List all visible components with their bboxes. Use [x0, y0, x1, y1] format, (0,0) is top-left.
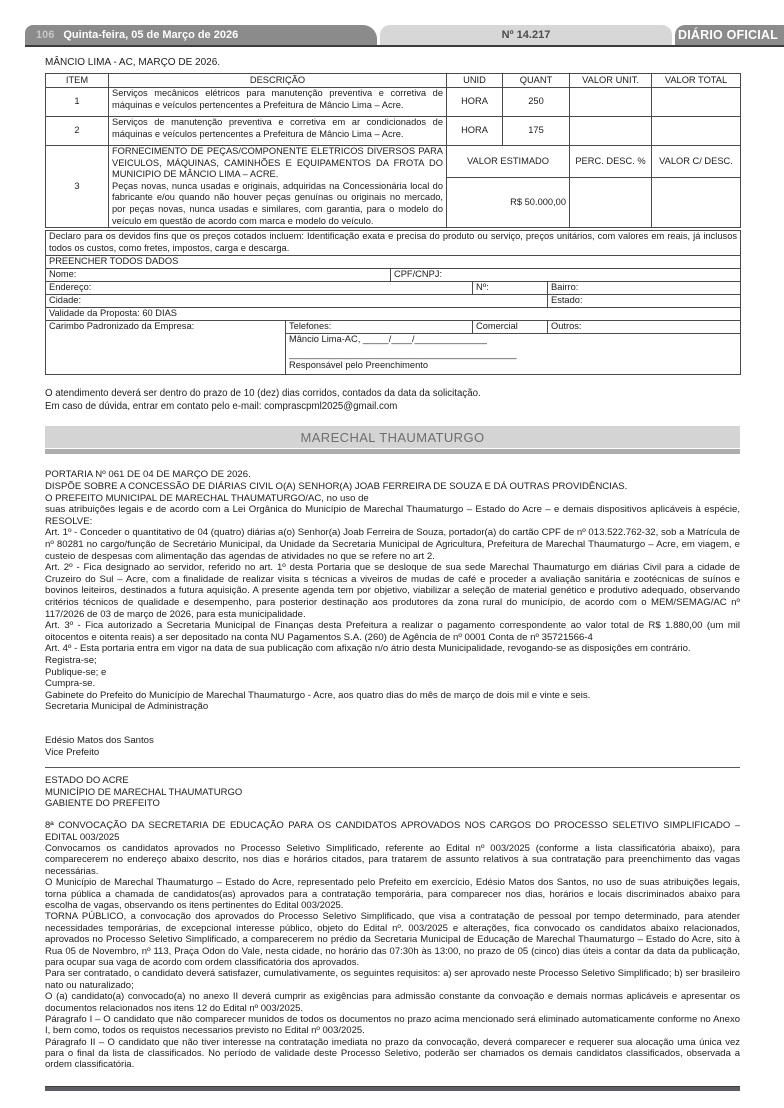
portaria-cumpra-se: Cumpra-se.	[45, 678, 96, 690]
convocacao-block	[45, 775, 740, 1071]
gazette-title: DIÁRIO OFICIAL	[677, 28, 778, 42]
table-row	[46, 146, 741, 178]
descricao-cell: Serviços de manutenção preventiva e corretiva em ar condicionados de máquinas e veículos pertencentes a Prefeitura de Mâncio Lima – Acre.	[109, 117, 447, 146]
col-header-item: ITEM	[46, 74, 109, 88]
convocacao-p2: O Município de Marechal Thaumaturgo – Estado do Acre, representado pelo Prefeito em exercício, Edésio Matos dos Santos, no uso de suas atribuições legais, torna pública a chamada de candidatos(as) aprovados para a contratação temporária, para comparecer nos dias, horários e locais discriminados abaixo para escolha de vagas, observando os itens pertinentes do Edital 003/2025.	[45, 877, 740, 912]
section-header-label: MARECHAL THAUMATURGO	[300, 429, 485, 445]
valor-unit-cell-empty	[570, 117, 652, 146]
page-content	[45, 47, 740, 1071]
descricao-title: FORNECIMENTO DE PEÇAS/COMPONENTE ELETRICOS DIVERSOS PARA VEICULOS, MÁQUINAS, CAMINHÕES E EQUIPAMENTOS DA FROTA DO MUNICIPIO DE MÂNCIO LIMA – ACRE.	[112, 146, 443, 180]
masthead-tabs	[25, 25, 784, 45]
edition-date: Quinta-feira, 05 de Março de 2026	[63, 29, 239, 41]
supplier-form-table	[45, 230, 741, 375]
masthead	[25, 25, 784, 47]
table-row	[46, 231, 741, 256]
spacer	[45, 713, 740, 735]
table-row	[46, 295, 741, 308]
convocacao-p7: Páragrafo II – O candidato que não tiver interesse na contratação imediata no prazo da convocação, deverá comparecer e requerer sua alocação uma única vez para o final da lista de classificados. No período de validade deste Processo Seletivo, poderão ser chamados os demais candidatos classificados, observada a ordem classificatória.	[45, 1036, 740, 1071]
portaria-art1: Art. 1º - Conceder o quantitativo de 04 (quatro) diárias a(o) Senhor(a) Joab Ferreira de Souza, portador(a) do cartão CPF de nº 013.522.762-32, sob a Matrícula de nº 80281 no cargo/função de Secretário Municipal, da Unidade da Secretaria Municipal de Agricultura, Prefeitura de Marechal Thaumaturgo – Acre, em viagem, e custeio de despesas com alimentação das agendas de atividades no que se refere no art 2.	[45, 527, 740, 562]
portaria-titulo: PORTARIA Nº 061 DE 04 DE MARÇO DE 2026.	[45, 469, 251, 481]
cidade-field: Cidade:	[46, 295, 548, 308]
local-data-line: Mâncio Lima-AC, _____/____/______________	[289, 334, 487, 345]
portaria-preambulo-cont: suas atribuições legais e de acordo com a Lei Orgânica do Município de Marechal Thaumaturgo – Estado do Acre – e demais dispositivos aplicáveis à espécie, RESOLVE:	[45, 504, 740, 527]
perc-desc-cell-empty	[570, 178, 652, 228]
assinatura-cell	[286, 334, 741, 375]
quant-cell: 250	[503, 88, 570, 117]
note-prazo: O atendimento deverá ser dentro do prazo de 10 (dez) dias corridos, contados da data da solicitação.	[45, 388, 481, 400]
telefones-field: Telefones:	[286, 321, 473, 334]
descricao-body: Peças novas, nunca usadas e originais, adquiridas na Concessionária local do fabricante e/ou quando não houver peças genuínas ou originais no mercado, por peças novas, nunca usadas e similares, com garantia, para o modelo do veículo em questão de acordo com marca e modelo do veículo.	[112, 180, 443, 226]
convocacao-titulo: 8ª CONVOCAÇÃO DA SECRETARIA DE EDUCAÇÃO PARA OS CANDIDATOS APROVADOS NOS CARGOS DO PROCESSO SELETIVO SIMPLIFICADO – EDITAL 003/2025	[45, 820, 740, 843]
valor-c-desc-cell-empty	[652, 178, 741, 228]
orgao-municipio: MUNICÍPIO DE MARECHAL THAUMATURGO	[45, 786, 243, 798]
preencher-cell: PREENCHER TODOS DADOS	[46, 256, 741, 269]
convocacao-p4: Para ser contratado, o candidato deverá satisfazer, cumulativamente, os seguintes requisitos: a) ser aprovado neste Processo Seletivo Simplificado; b) ser brasileiro nato ou naturalizado;	[45, 968, 740, 991]
portaria-art4: Art. 4º - Esta portaria entra em vigor na data de sua publicação com afixação n/o átrio desta Municipalidade, revogando-se as disposições em contrário.	[45, 643, 691, 655]
comercial-field: Comercial	[473, 321, 548, 334]
quote-notes	[45, 387, 740, 413]
convocacao-p3: TORNA PÚBLICO, a convocação dos aprovados do Processo Seletivo Simplificado, que visa a contratação de pessoal por tempo determinado, para atender necessidades temporárias, de excepcional interesse público, objeto do Edital nº. 003/2025 e alterações, fica convocado os candidatos abaixo relacionados, aprovados no Processo Seletivo Simplificado, a comparecerem no prédio da Secretaria Municipal de Educação de Marechal Thaumaturgo – Estado do Acre, sito à Rua 05 de Novembro, nº 113, Praça Odon do Vale, nesta cidade, no horário das 07:30h às 13:00, no prazo de 05 (cinco) dias úteis a contar da data da publicação, para ocupar sua vaga de acordo com ordem classificatória dos aprovados.	[45, 911, 740, 968]
orgao-estado: ESTADO DO ACRE	[45, 775, 129, 787]
valor-unit-cell-empty	[570, 88, 652, 117]
quote-table-header-row	[46, 74, 741, 88]
section-divider	[45, 767, 740, 768]
unid-cell: HORA	[447, 88, 503, 117]
item-cell: 2	[46, 117, 109, 146]
nome-field: Nome:	[46, 269, 391, 282]
convocacao-p5: O (a) candidato(a) convocado(a) no anexo II deverá cumprir as exigências para admissão constante da convoação e demais normas aplicáveis e apresentar os documentos relacionados nos itens 12 do Edital nº 003/2025.	[45, 991, 740, 1014]
bottom-rule	[45, 1086, 740, 1091]
section-header-bar	[45, 426, 740, 448]
declaracao-cell: Declaro para os devidos fins que os preços cotados incluem: Identificação exata e precisa do produto ou serviço, preços unitários, com valores em reais, já inclusos todos os custos, como fretes, impostos, carga e descarga.	[46, 231, 741, 256]
masthead-date-tab	[25, 25, 377, 45]
masthead-title-tab	[675, 25, 784, 45]
descricao-cell	[109, 146, 447, 228]
valor-total-cell-empty	[652, 88, 741, 117]
table-row	[46, 88, 741, 117]
section-header-underline	[45, 449, 740, 454]
endereco-field: Endereço:	[46, 282, 473, 295]
table-row	[46, 269, 741, 282]
table-row	[46, 256, 741, 269]
carimbo-field: Carimbo Padronizado da Empresa:	[46, 321, 286, 375]
unid-cell: HORA	[447, 117, 503, 146]
responsavel-label: Responsável pelo Preenchimento	[289, 360, 429, 371]
item-cell: 1	[46, 88, 109, 117]
edition-number: Nº 14.217	[501, 29, 551, 41]
estado-field: Estado:	[548, 295, 741, 308]
portaria-ementa: DISPÕE SOBRE A CONCESSÃO DE DIÁRIAS CIVIL O(A) SENHOR(A) JOAB FERREIRA DE SOUZA E DÁ OUTRAS PROVIDÊNCIAS.	[45, 481, 628, 493]
table-row	[46, 282, 741, 295]
col-header-quant: QUANT	[503, 74, 570, 88]
mancio-lima-title: MÂNCIO LIMA - AC, MARÇO DE 2026.	[45, 57, 221, 68]
numero-field: Nº:	[473, 282, 548, 295]
portaria-art3: Art. 3º - Fica autorizado a Secretaria Municipal de Finanças desta Prefeitura a realizar o pagamento correspondente ao valor total de R$ 1.880,00 (um mil oitocentos e oitenta reais) a ser depositado na conta NU Pagamentos S.A. (260) de Agência de nº 0001 Conta de nº 35721566-4	[45, 620, 740, 643]
assinatura-cargo: Vice Prefeito	[45, 746, 100, 758]
portaria-art2: Art. 2º - Fica designado ao servidor, referido no art. 1º desta Portaria que se desloque de sua sede Marechal Thaumaturgo em diárias Civil para a cidade de Cruzeiro do Sul – Acre, com a finalidade de realizar visita s técnicas a viveiros de mudas de café e proceder a avaliação sanitária e zootécnicas de suínos e bovinos leiteiros, destinados a futura aquisição. A presente agenda tem por objetivo, viabilizar a seleção de material genético e produtivo adequado, observando critérios técnicos de qualidade e desempenho, para posterior destinação aos produtores da zona rural do município, de acordo com o MEM/SEMAG/AC nº 117/2026 de 03 de março de 2026, para esta municipalidade.	[45, 562, 740, 620]
section-header-marechal-thaumaturgo	[45, 426, 740, 454]
quote-table	[45, 73, 741, 228]
portaria-preambulo: O PREFEITO MUNICIPAL DE MARECHAL THAUMATURGO/AC, no uso de	[45, 492, 369, 504]
col-header-valor-unit: VALOR UNIT.	[570, 74, 652, 88]
col-header-unid: UNID	[447, 74, 503, 88]
portaria-gabinete: Gabinete do Prefeito do Município de Marechal Thaumaturgo - Acre, aos quatro dias do mês de março de dois mil e vinte e seis.	[45, 689, 591, 701]
quant-cell: 175	[503, 117, 570, 146]
item-cell: 3	[46, 146, 109, 228]
table-row	[46, 321, 741, 334]
valor-estimado-label-cell: VALOR ESTIMADO	[447, 146, 570, 178]
perc-desc-label-cell: PERC. DESC. %	[570, 146, 652, 178]
assinatura-linha: ____________________________________________	[289, 348, 517, 359]
bairro-field: Bairro:	[548, 282, 741, 295]
portaria-block	[45, 469, 740, 758]
note-email: Em caso de dúvida, entrar em contato pelo e-mail: comprascpml2025@gmail.com	[45, 401, 398, 413]
outros-field: Outros:	[548, 321, 741, 334]
valor-c-desc-label-cell: VALOR C/ DESC.	[652, 146, 741, 178]
valor-estimado-cell: R$ 50.000,00	[447, 178, 570, 228]
validade-cell: Validade da Proposta: 60 DIAS	[46, 308, 741, 321]
table-row	[46, 117, 741, 146]
portaria-registra-se: Registra-se;	[45, 654, 97, 666]
convocacao-p1: Convocamos os candidatos aprovados no Processo Seletivo Simplificado, referente ao Edital nº 003/2025 (conforme a lista classificatória abaixo), para comparecerem no endereço abaixo descrito, nos dias e horários citados, para tratarem de assunto relativos à sua contratação para preenchimento das vagas necessárias.	[45, 843, 740, 877]
cpf-cnpj-field: CPF/CNPJ:	[391, 269, 741, 282]
orgao-gabinete: GABIENTE DO PREFEITO	[45, 797, 160, 809]
table-row	[46, 308, 741, 321]
convocacao-p6: Páragrafo I – O candidato que não comparecer munidos de todos os documentos no prazo acima mencionado será eliminado automaticamente conforme no Anexo I, bem como, todos os requistos necessarios previsto no Edital nº 003/2025.	[45, 1013, 740, 1037]
spacer	[45, 809, 740, 820]
page-number: 106	[36, 29, 55, 41]
portaria-publique-se: Publique-se; e	[45, 666, 107, 678]
col-header-valor-total: VALOR TOTAL	[652, 74, 741, 88]
descricao-cell: Serviços mecânicos elétricos para manutenção preventiva e corretiva de máquinas e veículos pertencentes a Prefeitura de Mâncio Lima – Acre.	[109, 88, 447, 117]
portaria-secretaria: Secretaria Municipal de Administração	[45, 701, 209, 713]
valor-total-cell-empty	[652, 117, 741, 146]
masthead-edition-tab	[380, 25, 672, 45]
col-header-descricao: DESCRIÇÃO	[109, 74, 447, 88]
assinatura-nome: Edésio Matos dos Santos	[45, 734, 154, 746]
